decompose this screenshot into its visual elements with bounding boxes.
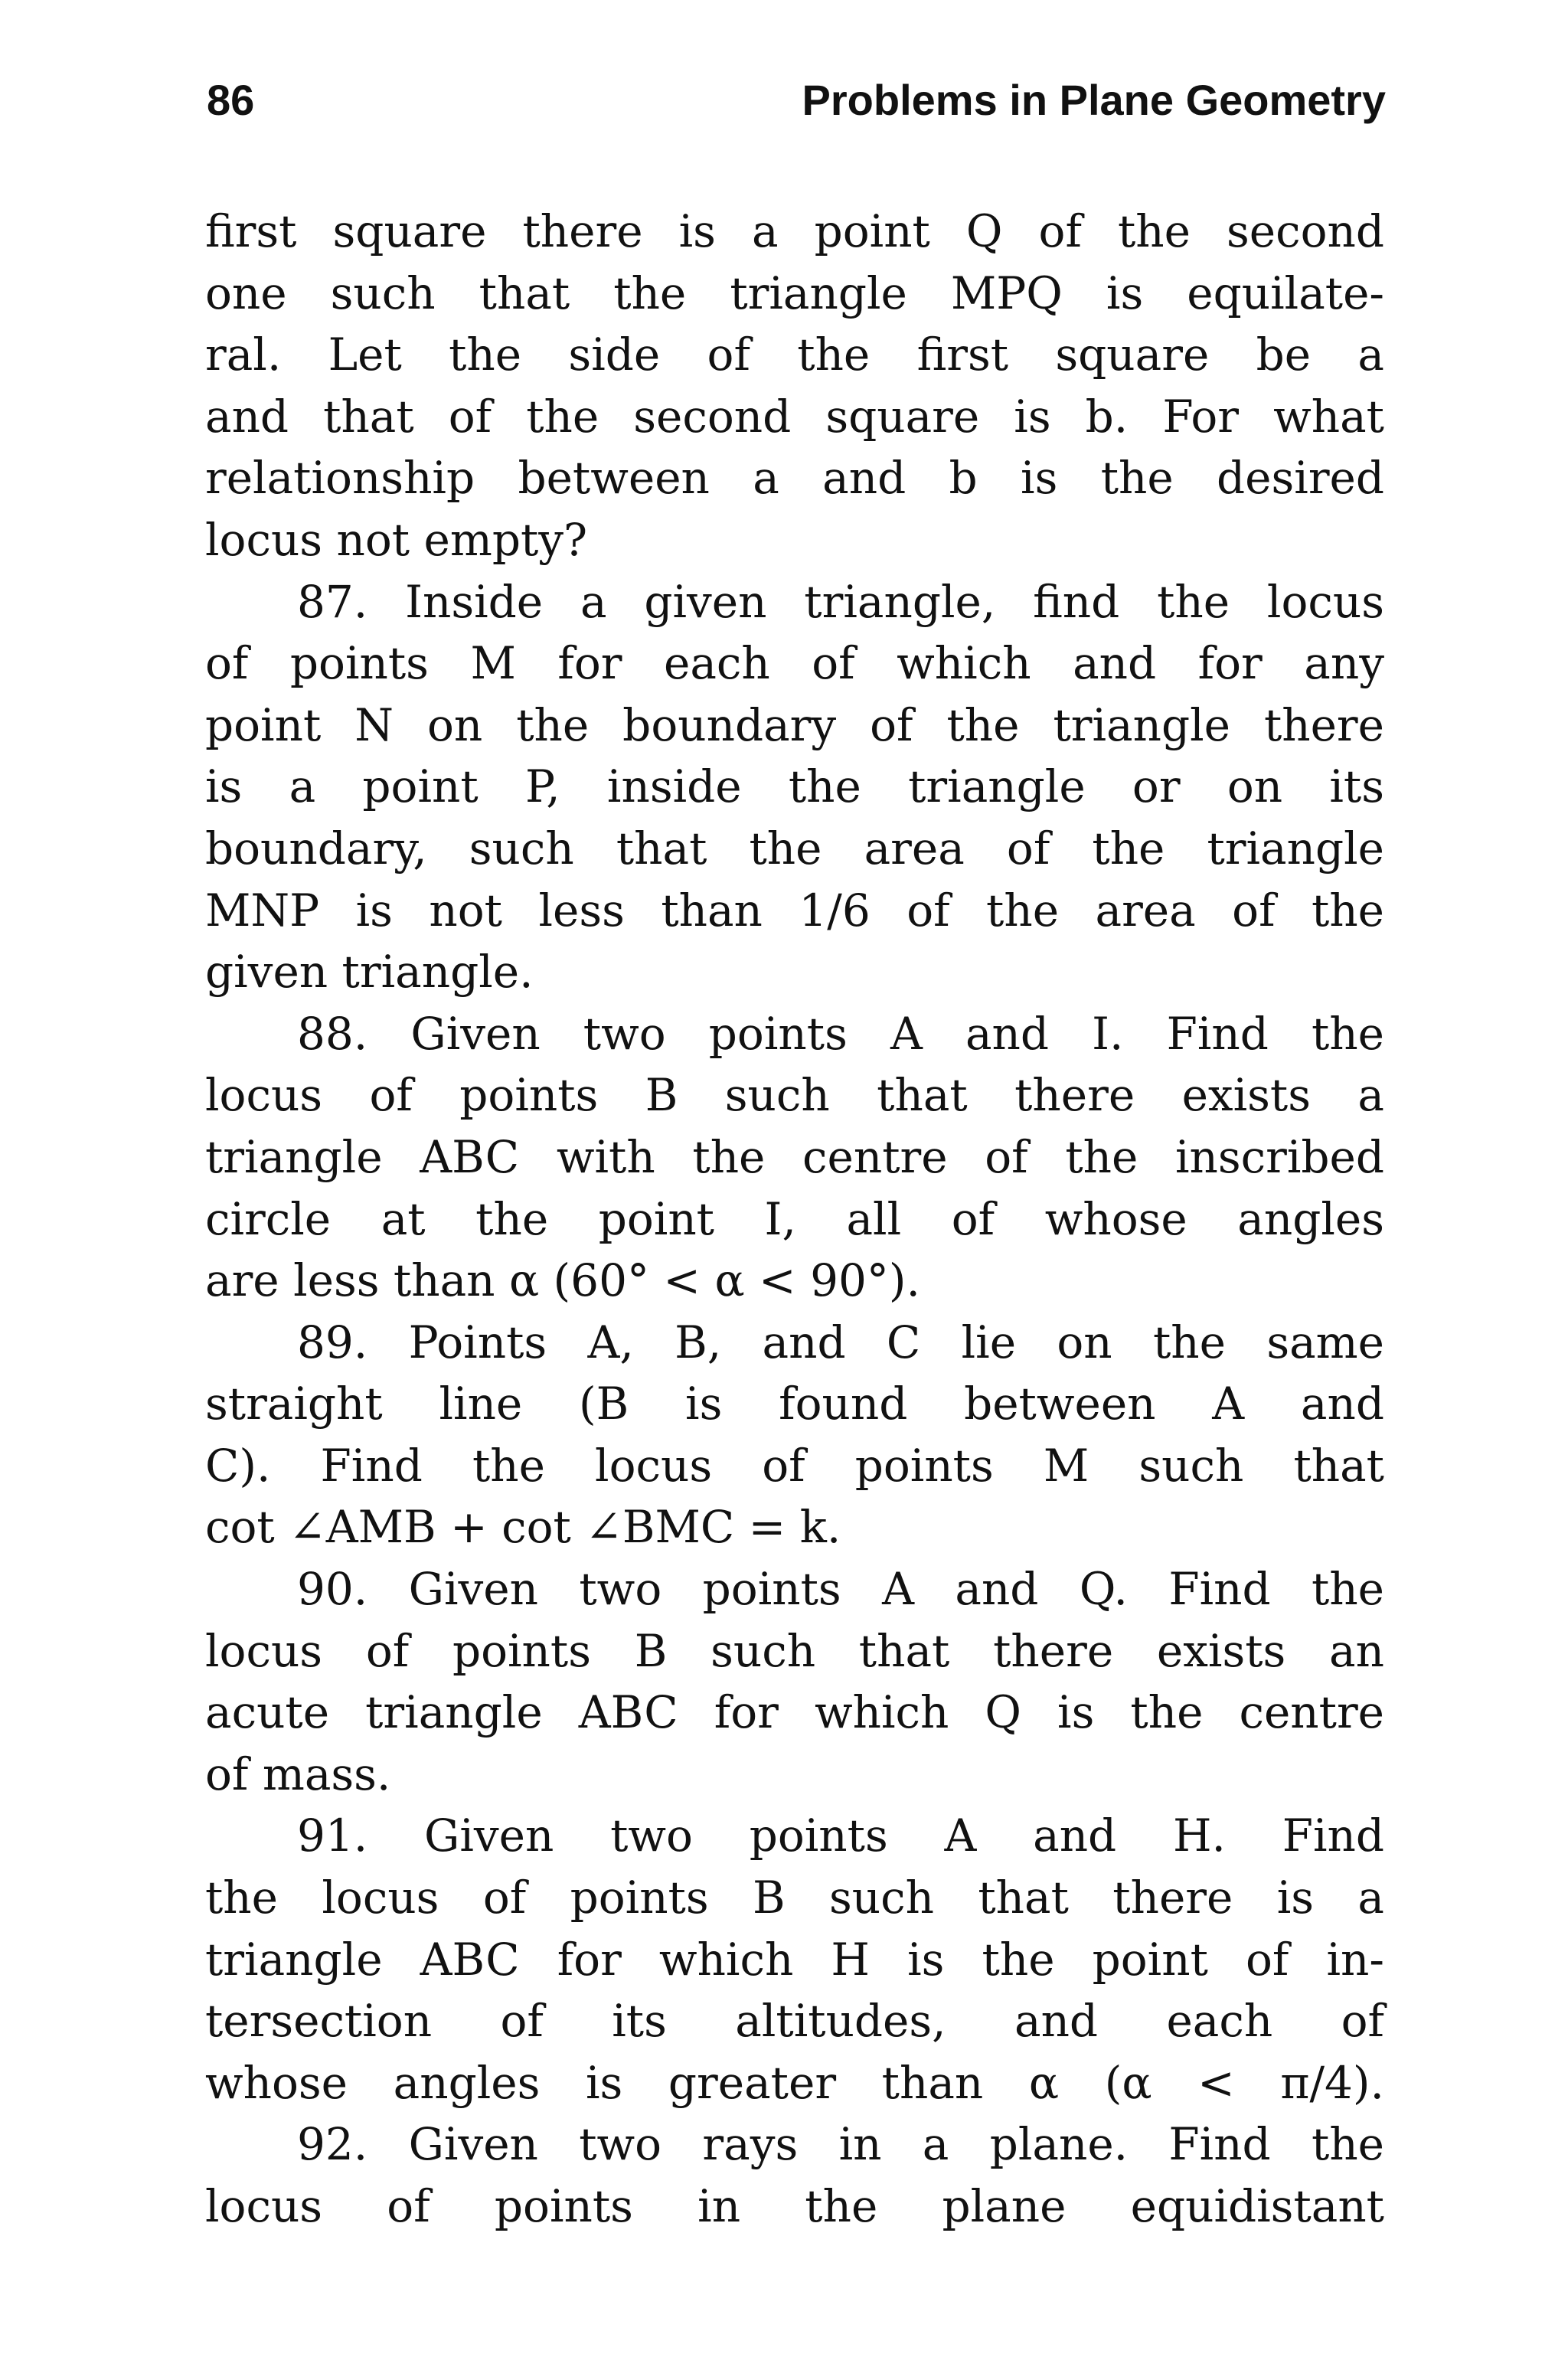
text-line: MNP is not less than 1/6 of the area of the <box>205 884 1384 937</box>
text-line: straight line (B is found between A and <box>205 1378 1384 1430</box>
text-line: one such that the triangle MPQ is equilate- <box>205 266 1384 319</box>
text-line: circle at the point I, all of whose angles <box>205 1192 1384 1245</box>
text-line: of mass. <box>205 1747 391 1800</box>
text-line: 91. Given two points A and H. Find <box>297 1810 1384 1862</box>
page-header <box>207 75 1386 136</box>
text-line: triangle ABC for which H is the point of in- <box>205 1933 1384 1986</box>
text-line: is a point P, inside the triangle or on its <box>205 760 1384 813</box>
body-text <box>205 201 1384 2238</box>
running-title: Problems in Plane Geometry <box>802 76 1386 124</box>
text-line: of points M for each of which and for any <box>205 637 1384 690</box>
text-line: 89. Points A, B, and C lie on the same <box>297 1316 1384 1368</box>
text-line: first square there is a point Q of the second <box>205 205 1384 257</box>
text-line: ral. Let the side of the first square be a <box>205 329 1384 381</box>
text-line: cot ∠AMB + cot ∠BMC = k. <box>205 1501 841 1554</box>
text-line: point N on the boundary of the triangle there <box>205 698 1384 751</box>
text-line: locus of points B such that there exists an <box>205 1624 1384 1677</box>
text-line: C). Find the locus of points M such that <box>205 1439 1384 1492</box>
text-line: 87. Inside a given triangle, find the locus <box>297 575 1384 628</box>
text-line: 90. Given two points A and Q. Find the <box>297 1563 1384 1616</box>
text-line: locus of points B such that there exists a <box>205 1069 1384 1122</box>
text-line: the locus of points B such that there is a <box>205 1872 1384 1924</box>
text-line: given triangle. <box>205 946 534 999</box>
text-line: 92. Given two rays in a plane. Find the <box>297 2118 1384 2171</box>
text-line: and that of the second square is b. For what <box>205 390 1384 443</box>
text-line: relationship between a and b is the desired <box>205 452 1384 505</box>
text-line: are less than α (60° < α < 90°). <box>205 1254 920 1307</box>
text-line: boundary, such that the area of the triangle <box>205 822 1384 875</box>
text-line: tersection of its altitudes, and each of <box>205 1995 1384 2048</box>
text-line: whose angles is greater than α (α < π/4). <box>205 2056 1384 2109</box>
text-line: 88. Given two points A and I. Find the <box>297 1007 1384 1060</box>
text-line: triangle ABC with the centre of the inscribed <box>205 1130 1384 1183</box>
text-line: locus not empty? <box>205 513 588 566</box>
text-line: acute triangle ABC for which Q is the centre <box>205 1686 1384 1739</box>
page-number: 86 <box>207 76 255 124</box>
text-line: locus of points in the plane equidistant <box>205 2180 1384 2232</box>
